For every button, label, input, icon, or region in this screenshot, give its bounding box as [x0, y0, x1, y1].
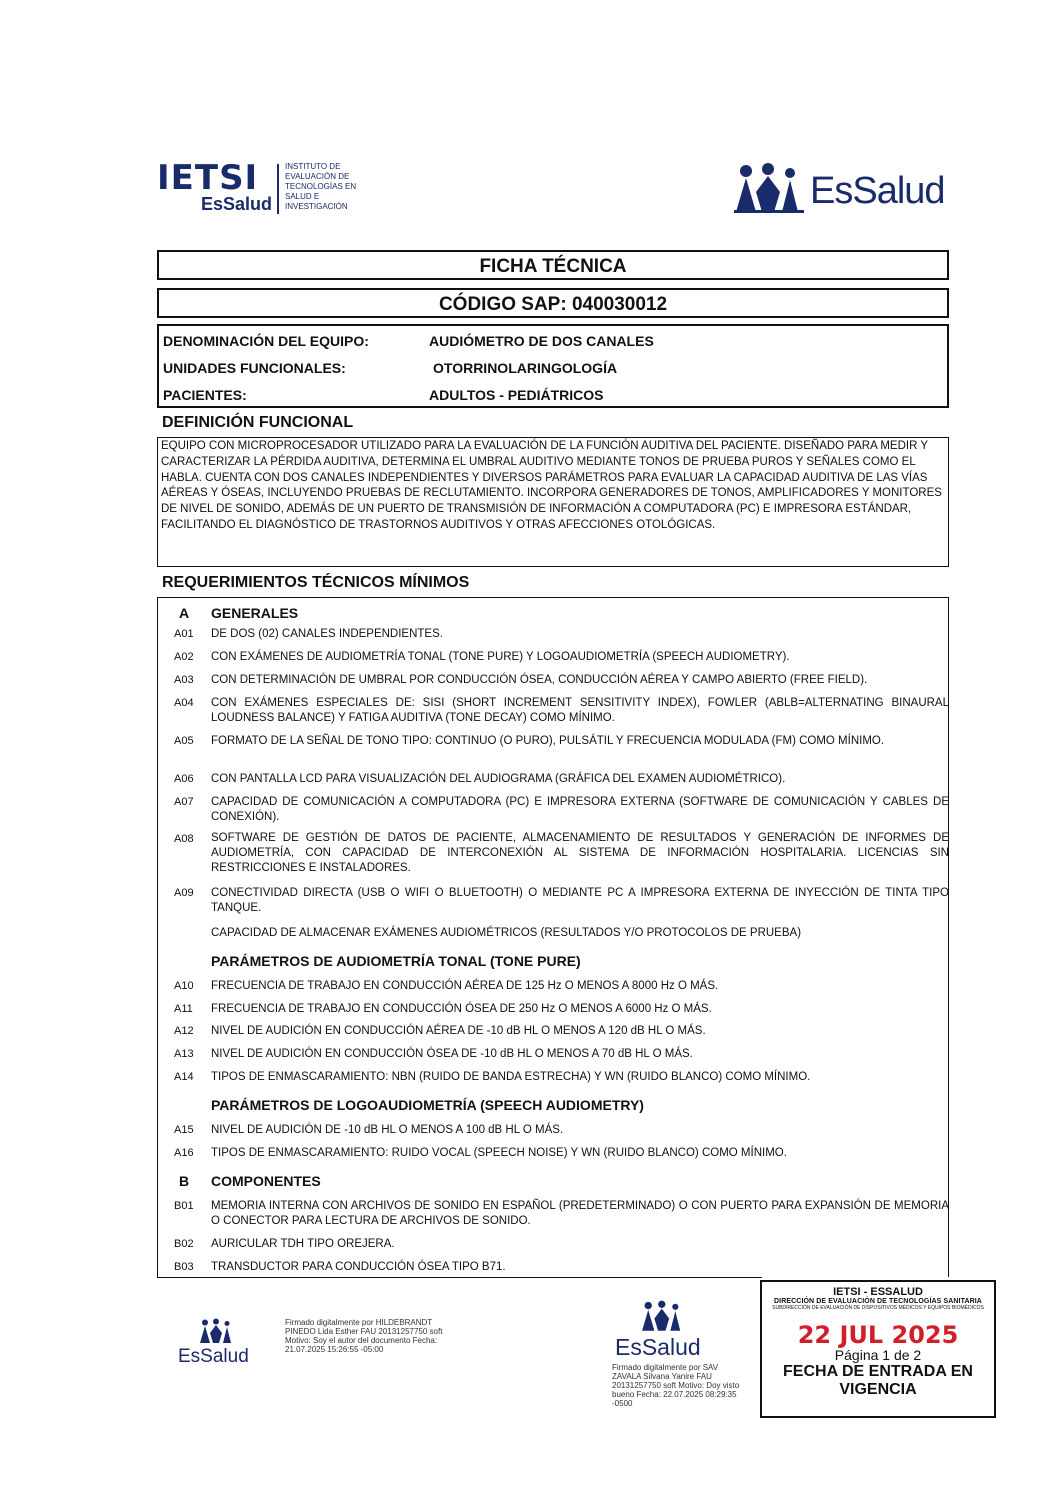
req-code: A05: [174, 735, 194, 747]
req-code: A06: [174, 773, 194, 785]
footer-logo-left: [178, 1318, 258, 1370]
ietsi-logo-text: INSTITUTO DE EVALUACIÓN DE TECNOLOGÍAS EN SALUD E INVESTIGACIÓN: [285, 162, 357, 211]
req-text: CON DETERMINACIÓN DE UMBRAL POR CONDUCCIÓN ÓSEA, CONDUCCIÓN AÉREA Y CAMPO ABIERTO (FREE FIELD).: [211, 674, 868, 686]
req-code: B03: [174, 1261, 194, 1273]
group-letter: A: [179, 605, 190, 621]
req-code: B01: [174, 1200, 194, 1212]
group-letter: B: [179, 1173, 190, 1189]
family-icon: [732, 162, 808, 214]
req-text: CAPACIDAD DE ALMACENAR EXÁMENES AUDIOMÉTRICOS (RESULTADOS Y/O PROTOCOLOS DE PRUEBA): [211, 927, 802, 939]
page-number: Página 1 de 2: [834, 1347, 922, 1363]
req-code: A15: [174, 1124, 194, 1136]
req-text: SOFTWARE DE GESTIÓN DE DATOS DE PACIENTE, ALMACENAMIENTO DE RESULTADOS Y GENERACIÓN DE INFORMES DE AUDIOMETRÍA, CON CAPACIDAD DE INTERCONEXIÓN AL SISTEMA DE INFORMACIÓN HOSPITALARIA. LICENCIAS SIN RESTRICCIONES E INSTALADORES.: [211, 832, 949, 874]
equipment-info-box: [157, 324, 949, 408]
ietsi-logo-sub: EsSalud: [201, 194, 273, 214]
req-text: DE DOS (02) CANALES INDEPENDIENTES.: [211, 628, 443, 640]
req-code: A16: [174, 1147, 194, 1159]
requirements-bottom-line: [157, 1277, 762, 1278]
req-code: A10: [174, 980, 194, 992]
group-title: COMPONENTES: [211, 1173, 321, 1189]
footer-logo-word: EsSalud: [615, 1334, 701, 1360]
info-value: OTORRINOLARINGOLOGÍA: [433, 360, 618, 376]
stamp-date: 22 JUL 2025: [797, 1321, 959, 1349]
logo-divider: [277, 164, 279, 214]
req-code: B02: [174, 1238, 194, 1250]
req-text: FRECUENCIA DE TRABAJO EN CONDUCCIÓN ÓSEA DE 250 Hz O MENOS A 6000 Hz O MÁS.: [211, 1003, 712, 1015]
req-code: A13: [174, 1048, 194, 1060]
req-text: CON EXÁMENES ESPECIALES DE: SISI (SHORT INCREMENT SENSITIVITY INDEX), FOWLER (ABLB=ALTERNATING BINAURAL LOUDNESS BALANCE) Y FATIGA AUDITIVA (TONE DECAY) COMO MÍNIMO.: [211, 697, 949, 724]
family-icon: [635, 1300, 691, 1332]
requirements-box: [157, 597, 949, 1277]
subsection-title: PARÁMETROS DE AUDIOMETRÍA TONAL (TONE PURE): [211, 953, 581, 969]
req-code: A12: [174, 1025, 194, 1037]
req-code: A01: [174, 628, 194, 640]
footer-logo-center: [615, 1300, 715, 1362]
req-code: A11: [174, 1003, 193, 1015]
info-value: ADULTOS - PEDIÁTRICOS: [429, 387, 604, 403]
req-text: CAPACIDAD DE COMUNICACIÓN A COMPUTADORA (PC) E IMPRESORA EXTERNA (SOFTWARE DE COMUNICACIÓN Y CABLES DE CONEXIÓN).: [211, 796, 949, 823]
page-title: FICHA TÉCNICA: [157, 250, 949, 280]
info-label: PACIENTES:: [163, 387, 247, 403]
footer-logo-word: EsSalud: [178, 1346, 249, 1367]
req-text: CONECTIVIDAD DIRECTA (USB O WIFI O BLUETOOTH) O MEDIANTE PC A IMPRESORA EXTERNA DE INYECCIÓN DE TINTA TIPO TANQUE.: [211, 887, 949, 914]
digital-signature-2: Firmado digitalmente por SAV ZAVALA Silvana Yanire FAU 20131257750 soft Motivo: Doy visto bueno Fecha: 22.07.2025 08:29:35 -0500: [612, 1363, 740, 1408]
req-text: TRANSDUCTOR PARA CONDUCCIÓN ÓSEA TIPO B71.: [211, 1261, 506, 1273]
family-icon: [194, 1318, 240, 1344]
ietsi-logo: [157, 160, 367, 220]
req-code: A09: [174, 887, 194, 899]
req-text: CON EXÁMENES DE AUDIOMETRÍA TONAL (TONE PURE) Y LOGOAUDIOMETRÍA (SPEECH AUDIOMETRY).: [211, 651, 790, 663]
req-code: A03: [174, 674, 194, 686]
req-text: CON PANTALLA LCD PARA VISUALIZACIÓN DEL AUDIOGRAMA (GRÁFICA DEL EXAMEN AUDIOMÉTRICO).: [211, 773, 786, 785]
req-text: NIVEL DE AUDICIÓN EN CONDUCCIÓN ÓSEA DE -10 dB HL O MENOS A 70 dB HL O MÁS.: [211, 1048, 693, 1060]
essalud-logo: [732, 160, 952, 215]
essalud-logo-word: EsSalud: [810, 170, 945, 212]
validity-stamp: [760, 1280, 996, 1418]
ietsi-logo-word: IETSI: [157, 158, 259, 198]
stamp-footer: FECHA DE ENTRADA EN VIGENCIA: [783, 1363, 973, 1398]
req-text: TIPOS DE ENMASCARAMIENTO: RUIDO VOCAL (SPEECH NOISE) Y WN (RUIDO BLANCO) COMO MÍNIMO.: [211, 1147, 787, 1159]
req-code: A07: [174, 796, 194, 808]
definition-heading: DEFINICIÓN FUNCIONAL: [162, 414, 354, 431]
req-text: MEMORIA INTERNA CON ARCHIVOS DE SONIDO EN ESPAÑOL (PREDETERMINADO) O CON PUERTO PARA EXPANSIÓN DE MEMORIA O CONECTOR PARA LECTURA DE ARCHIVOS DE SONIDO.: [211, 1200, 949, 1227]
info-label: DENOMINACIÓN DEL EQUIPO:: [163, 333, 369, 349]
stamp-direction: DIRECCIÓN DE EVALUACIÓN DE TECNOLOGÍAS SANITARIA: [774, 1298, 982, 1305]
definition-text: EQUIPO CON MICROPROCESADOR UTILIZADO PARA LA EVALUACIÓN DE LA FUNCIÓN AUDITIVA DEL PACIENTE. DISEÑADO PARA MEDIR Y CARACTERIZAR LA PÉRDIDA AUDITIVA, DETERMINA EL UMBRAL AUDITIVO MEDIANTE TONOS DE PRUEBA PUROS Y SEÑALES COMO EL HABLA. CUENTA CON DOS CANALES INDEPENDIENTES Y DIVERSOS PARÁMETROS PARA EVALUAR LA CAPACIDAD AUDITIVA DE LAS VÍAS AÉREAS Y ÓSEAS, INCLUYENDO PRUEBAS DE RECLUTAMIENTO. INCORPORA GENERADORES DE TONOS, AMPLIFICADORES Y MONITORES DE NIVEL DE SONIDO, ADEMÁS DE UN PUERTO DE TRANSMISIÓN DE INFORMACIÓN A COMPUTADORA (PC) E IMPRESORA ESTÁNDAR, FACILITANDO EL DIAGNÓSTICO DE TRASTORNOS AUDITIVOS Y OTRAS AFECCIONES OTOLÓGICAS.: [157, 437, 949, 567]
req-code: A04: [174, 697, 194, 709]
req-code: A02: [174, 651, 194, 663]
sap-code: CÓDIGO SAP: 040030012: [157, 288, 949, 318]
group-title: GENERALES: [211, 605, 299, 621]
req-text: AURICULAR TDH TIPO OREJERA.: [211, 1238, 395, 1250]
info-label: UNIDADES FUNCIONALES:: [163, 360, 346, 376]
req-code: A08: [174, 833, 194, 845]
stamp-title: IETSI - ESSALUD: [833, 1286, 923, 1298]
stamp-subdirection: SUBDIRECCIÓN DE EVALUACIÓN DE DISPOSITIVOS MÉDICOS Y EQUIPOS BIOMÉDICOS: [772, 1305, 984, 1311]
info-value: AUDIÓMETRO DE DOS CANALES: [429, 333, 654, 349]
req-text: NIVEL DE AUDICIÓN EN CONDUCCIÓN AÉREA DE -10 dB HL O MENOS A 120 dB HL O MÁS.: [211, 1025, 706, 1037]
req-text: TIPOS DE ENMASCARAMIENTO: NBN (RUIDO DE BANDA ESTRECHA) Y WN (RUIDO BLANCO) COMO MÍNIMO.: [211, 1071, 811, 1083]
req-text: FRECUENCIA DE TRABAJO EN CONDUCCIÓN AÉREA DE 125 Hz O MENOS A 8000 Hz O MÁS.: [211, 980, 719, 992]
req-text: FORMATO DE LA SEÑAL DE TONO TIPO: CONTINUO (O PURO), PULSÁTIL Y FRECUENCIA MODULADA (FM) COMO MÍNIMO.: [211, 735, 885, 747]
req-code: A14: [174, 1071, 194, 1083]
digital-signature-1: Firmado digitalmente por HILDEBRANDT PINEDO Lida Esther FAU 20131257750 soft Motivo: Soy el autor del documento Fecha: 21.07.2025 15:26:55 -05:00: [285, 1318, 443, 1354]
subsection-title: PARÁMETROS DE LOGOAUDIOMETRÍA (SPEECH AUDIOMETRY): [211, 1097, 644, 1113]
req-text: NIVEL DE AUDICIÓN DE -10 dB HL O MENOS A 100 dB HL O MÁS.: [211, 1124, 564, 1136]
requirements-heading: REQUERIMIENTOS TÉCNICOS MÍNIMOS: [162, 574, 470, 591]
